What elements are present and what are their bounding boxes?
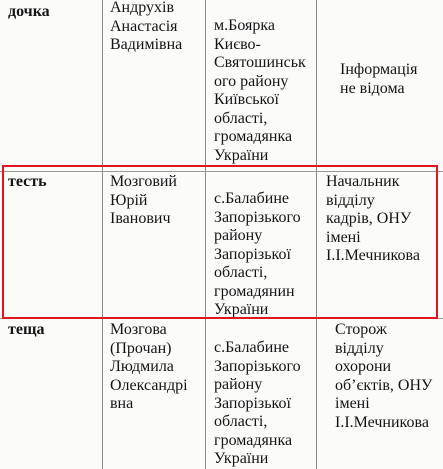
relation-cell: тесть	[8, 173, 47, 190]
work-cell: Начальник відділу кадрів, ОНУ імені І.І.Мечникова	[326, 173, 420, 264]
name-cell: Мозгова (Прочан) Людмила Олександрі вна	[110, 321, 188, 412]
work-cell: Сторож відділу охорони об’єктів, ОНУ імені І.І.Мечникова	[335, 321, 433, 431]
highlight-box	[2, 165, 438, 319]
address-cell: м.Боярка Києво- Святошинськ ого району Київської області, громадянка України	[214, 17, 306, 164]
name-cell: Андрухів Анастасія Вадимівна	[110, 0, 183, 53]
work-cell: Інформація не відома	[340, 61, 418, 97]
address-cell: с.Балабине Запорізького району Запорізької області, громадянин України	[214, 190, 301, 318]
relation-cell: дочка	[8, 3, 50, 20]
relation-cell: теща	[8, 321, 45, 338]
address-cell: с.Балабине Запорізького району Запорізької області, громадянка України	[214, 339, 301, 467]
name-cell: Мозговий Юрій Іванович	[110, 173, 177, 227]
